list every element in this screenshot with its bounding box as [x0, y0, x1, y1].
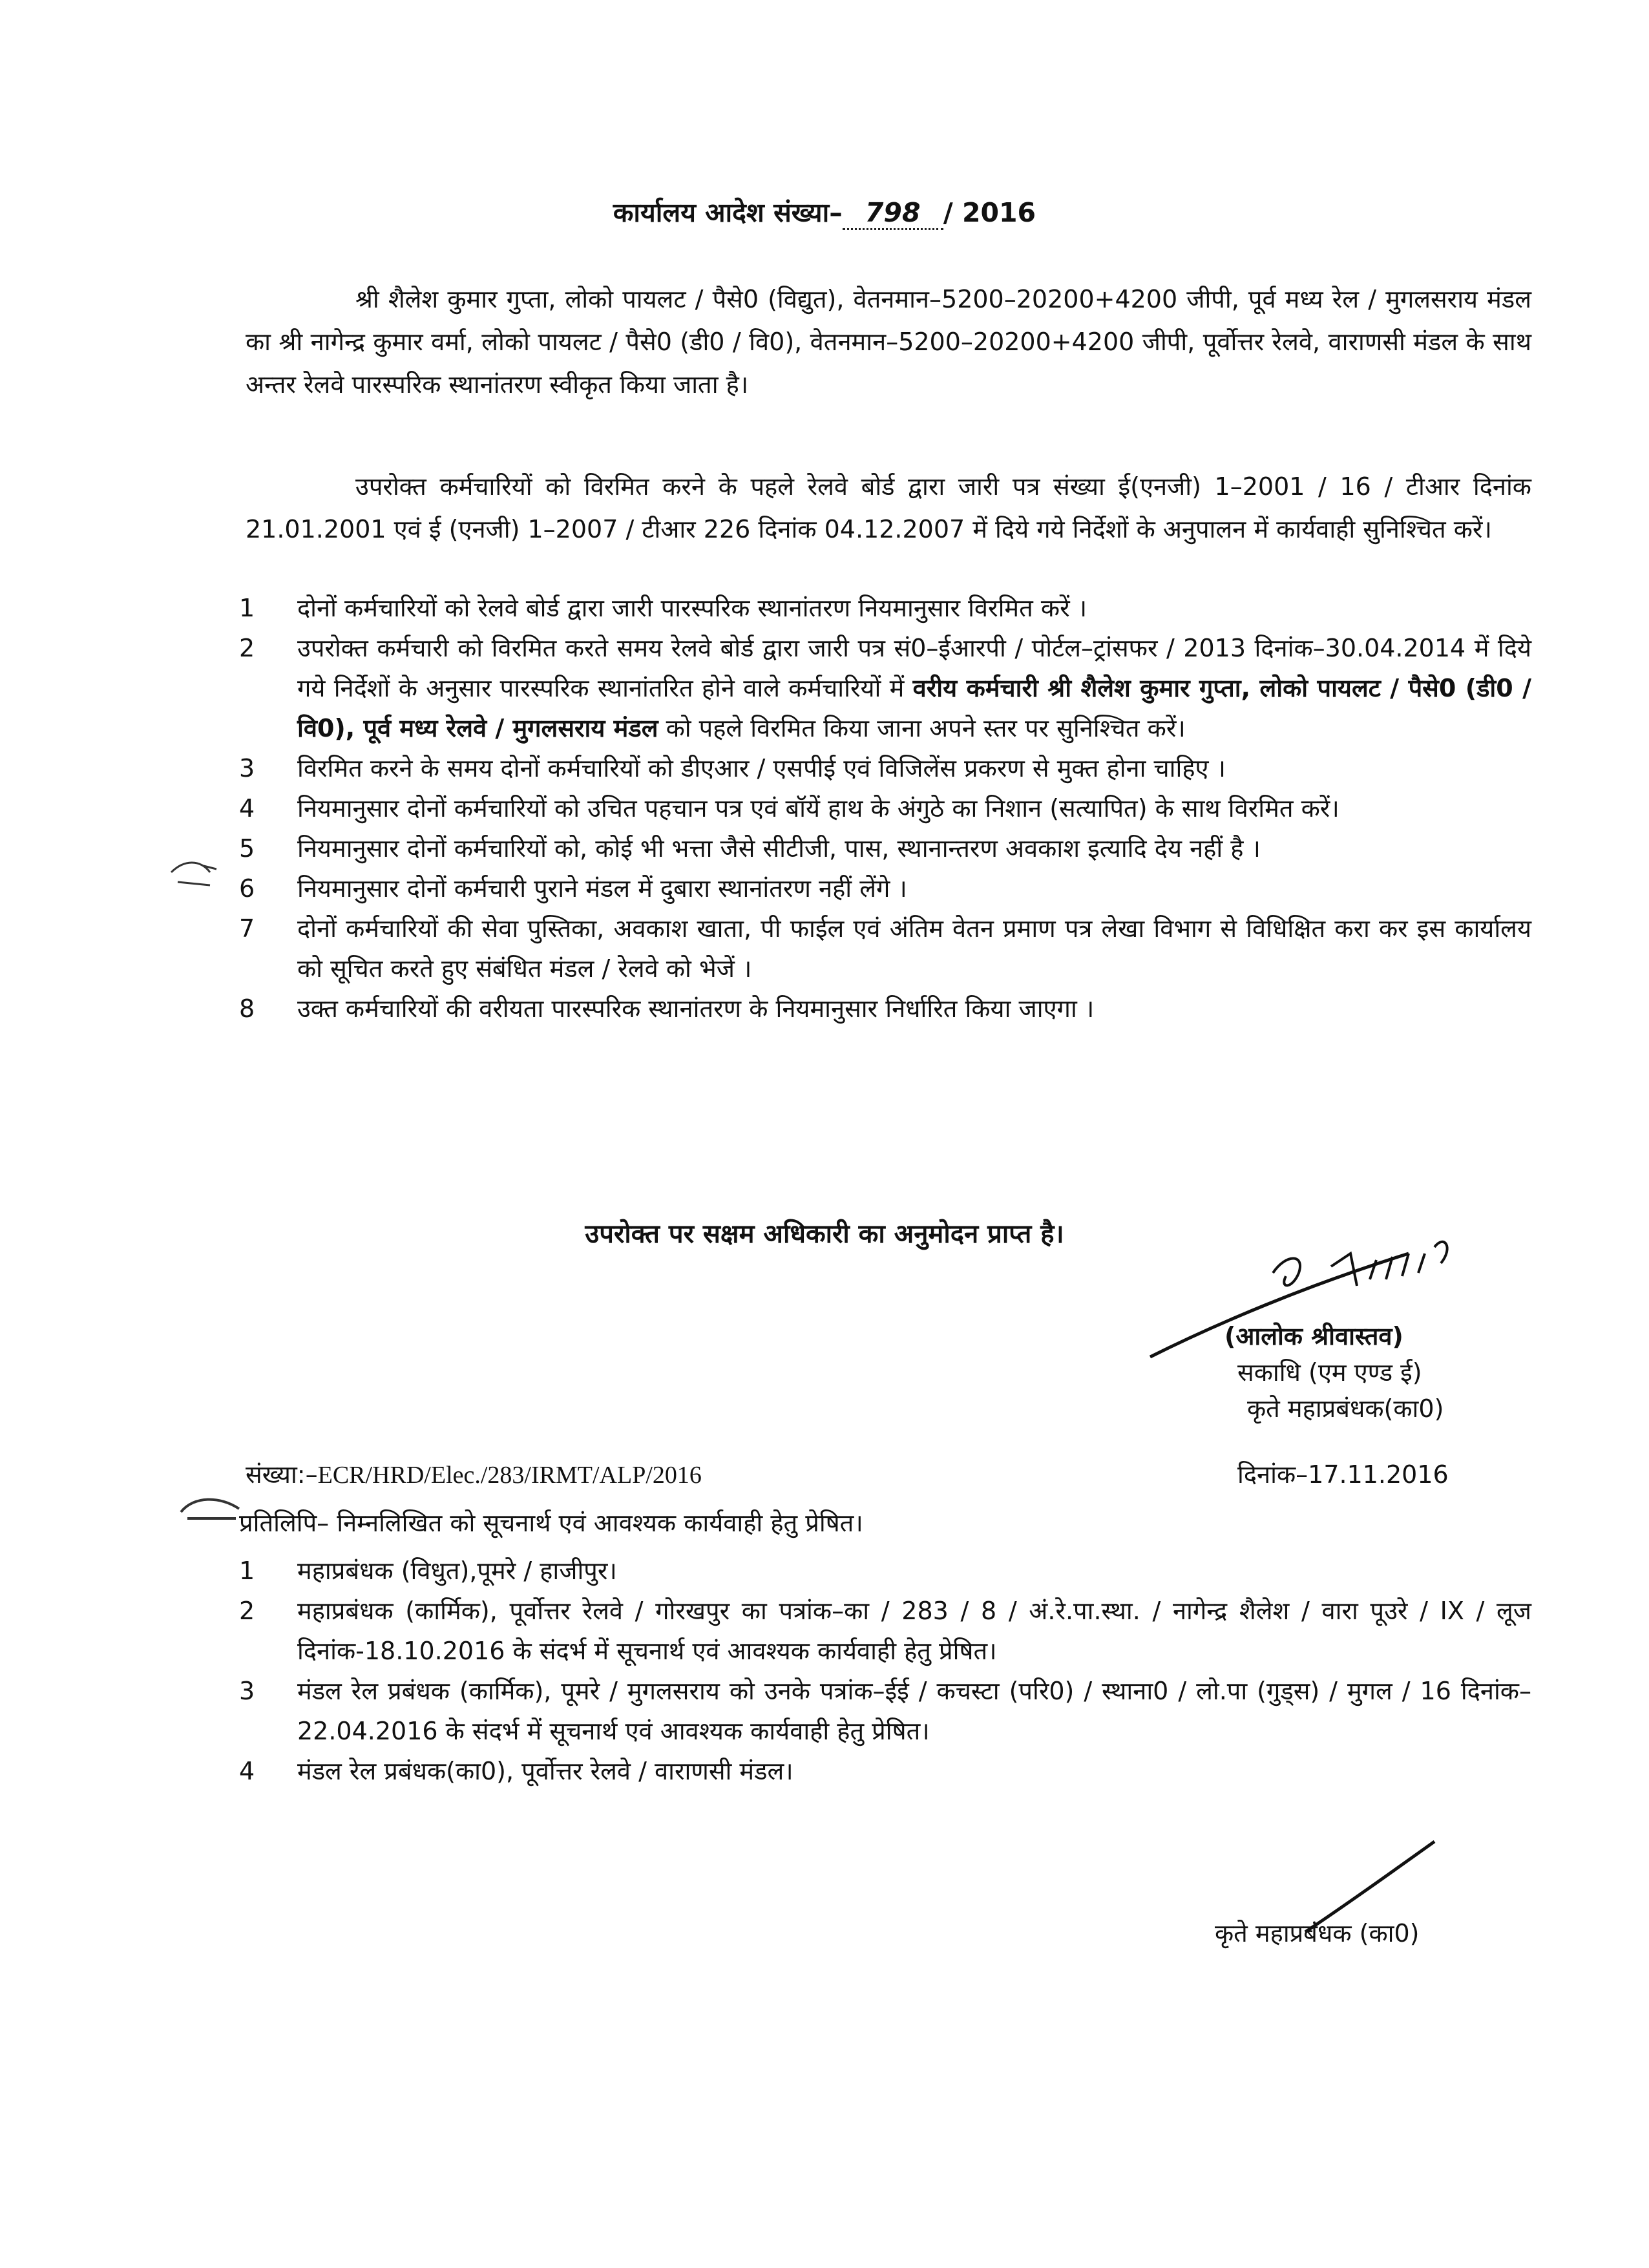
reference-number [246, 1457, 702, 1491]
list-item: 2 महाप्रबंधक (कार्मिक), पूर्वोत्तर रेलवे / गोरखपुर का पत्रांक–का / 283 / 8 / अं.रे.पा.स्था. / नागेन्द्र शैलेश / वारा पूउरे / IX / लूज दिनांक-18.10.2016 के संदर्भ में सूचनार्थ एवं आवश्यक कार्यवाही हेतु प्रेषित। [239, 1597, 1531, 1665]
list-item: 8 उक्त कर्मचारियों की वरीयता पारस्परिक स्थानांतरण के नियमानुसार निर्धारित किया जाएगा । [239, 994, 1095, 1023]
copy-list [239, 1551, 1531, 1791]
list-item: 3 विरमित करने के समय दोनों कर्मचारियों को डीएआर / एसपीई एवं विजिलेंस प्रकरण से मुक्त होना चाहिए । [239, 754, 1226, 782]
list-item: 7 दोनों कर्मचारियों की सेवा पुस्तिका, अवकाश खाता, पी फाईल एवं अंतिम वेतन प्रमाण पत्र लेखा विभाग से विधिक्षित करा कर इस कार्यालय को सूचित करते हुए संबंधित मंडल / रेलवे को भेजें । [239, 914, 1531, 983]
order-title [0, 194, 1649, 230]
order-number: 798 [843, 197, 943, 230]
footer-signatory: कृते महाप्रबंधक (का0) [1215, 1919, 1420, 1948]
list-item: 4 नियमानुसार दोनों कर्मचारियों को उचित पहचान पत्र एवं बॉयें हाथ के अंगुठे का निशान (सत्यापित) के साथ विरमित करें। [239, 794, 1339, 823]
instruction-list [239, 588, 1531, 1029]
signatory-designation: सकाधि (एम एण्ड ई) [1237, 1358, 1422, 1387]
list-item: 4 मंडल रेल प्रबंधक(का0), पूर्वोत्तर रेलवे / वाराणसी मंडल। [239, 1757, 793, 1785]
margin-scribble-icon [165, 846, 223, 892]
list-item: 1 दोनों कर्मचारियों को रेलवे बोर्ड द्वारा जारी पारस्परिक स्थानांतरण नियमानुसार विरमित करें । [239, 594, 1087, 622]
signatory-for: कृते महाप्रबंधक(का0) [1247, 1394, 1444, 1423]
copy-heading: प्रतिलिपि– निम्नलिखित को सूचनार्थ एवं आवश्यक कार्यवाही हेतु प्रेषित। [239, 1509, 863, 1537]
signatory-block [1224, 1318, 1548, 1427]
intro-paragraph-1: श्री शैलेश कुमार गुप्ता, लोको पायलट / पैसे0 (विद्युत), वेतनमान–5200–20200+4200 जीपी, पूर्व मध्य रेल / मुगलसराय मंडल का श्री नागेन्द्र कुमार वर्मा, लोको पायलट / पैसे0 (डी0 / वि0), वेतनमान–5200–20200+4200 जीपी, पूर्वोत्तर रेलवे, वाराणसी मंडल के साथ अन्तर रेलवे पारस्परिक स्थानांतरण स्वीकृत किया जाता है। [246, 285, 1531, 399]
order-year: / 2016 [943, 197, 1036, 228]
list-item: 2 उपरोक्त कर्मचारी को विरमित करते समय रेलवे बोर्ड द्वारा जारी पत्र सं0–ईआरपी / पोर्टल–ट्रांसफर / 2013 दिनांक–30.04.2014 में दिये गये निर्देशों के अनुसार पारस्परिक स्थानांतरित होने वाले कर्मचारियों में वरीय कर्मचारी श्री शैलेश कुमार गुप्ता, लोको पायलट / पैसे0 (डी0 / वि0), पूर्व मध्य रेलवे / मुगलसराय मंडल को पहले विरमित किया जाना अपने स्तर पर सुनिश्चित करें। [239, 634, 1531, 742]
signatory-name: (आलोक श्रीवास्तव) [1224, 1322, 1403, 1350]
list-item: 1 महाप्रबंधक (विधुत),पूमरे / हाजीपुर। [239, 1557, 617, 1585]
list-item: 3 मंडल रेल प्रबंधक (कार्मिक), पूमरे / मुगलसराय को उनके पत्रांक–ईई / कचस्टा (परि0) / स्थाना0 / लो.पा (गुड्स) / मुगल / 16 दिनांक–22.04.2016 के संदर्भ में सूचनार्थ एवं आवश्यक कार्यवाही हेतु प्रेषित। [239, 1677, 1531, 1745]
reference-label: संख्या:– [246, 1460, 318, 1489]
staple-mark-icon [174, 1493, 246, 1525]
order-title-prefix: कार्यालय आदेश संख्या– [613, 197, 843, 228]
approval-statement: उपरोक्त पर सक्षम अधिकारी का अनुमोदन प्राप्त है। [585, 1219, 1064, 1249]
list-item: 6 नियमानुसार दोनों कर्मचारी पुराने मंडल में दुबारा स्थानांतरण नहीं लेंगे । [239, 874, 907, 903]
order-date: दिनांक–17.11.2016 [1237, 1460, 1449, 1489]
senior-employee-highlight: वरीय कर्मचारी श्री शैलेश कुमार गुप्ता, लोको पायलट / पैसे0 (डी0 / वि0), पूर्व मध्य रेलवे / मुगलसराय मंडल [297, 674, 1531, 742]
list-item: 5 नियमानुसार दोनों कर्मचारियों को, कोई भी भत्ता जैसे सीटीजी, पास, स्थानान्तरण अवकाश इत्यादि देय नहीं है । [239, 834, 1261, 863]
reference-code: ECR/HRD/Elec./283/IRMT/ALP/2016 [317, 1462, 702, 1489]
intro-paragraph-2: उपरोक्त कर्मचारियों को विरमित करने के पहले रेलवे बोर्ड द्वारा जारी पत्र संख्या ई(एनजी) 1–2001 / 16 / टीआर दिनांक 21.01.2001 एवं ई (एनजी) 1–2007 / टीआर 226 दिनांक 04.12.2007 में दिये गये निर्देशों के अनुपालन में कार्यवाही सुनिश्चित करें। [246, 472, 1531, 543]
